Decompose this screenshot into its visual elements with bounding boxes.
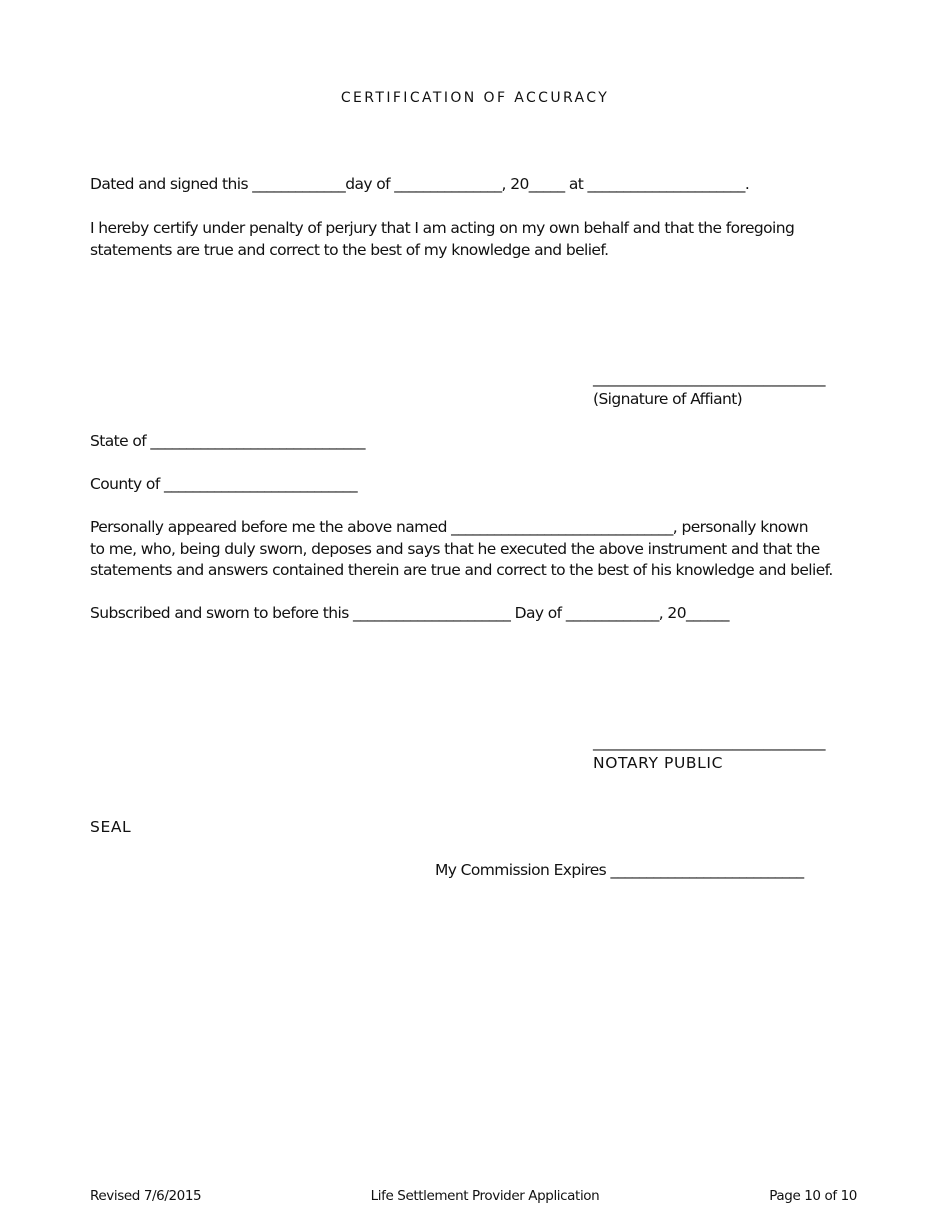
seal-label: SEAL [90, 818, 132, 836]
page-title: CERTIFICATION OF ACCURACY [340, 90, 610, 106]
appeared-line-3: statements and answers contained therein are true and correct to the best of his knowledge and belief. [90, 561, 833, 579]
appeared-line-1: Personally appeared before me the above named _______________________________, personally known [90, 518, 808, 536]
dated-signed-line: Dated and signed this _____________day of _______________, 20_____ at ______________________. [90, 175, 750, 193]
affiant-signature-label: (Signature of Affiant) [593, 390, 743, 408]
appeared-line-2: to me, who, being duly sworn, deposes and says that he executed the above instrument and that the [90, 539, 820, 558]
footer-document-title: Life Settlement Provider Application [370, 1188, 600, 1204]
footer-page-number: Page 10 of 10 [769, 1188, 857, 1204]
county-of-line: County of ___________________________ [90, 475, 358, 493]
certify-line-2: statements are true and correct to the best of my knowledge and belief. [90, 240, 609, 259]
state-of-line: State of ______________________________ [90, 432, 365, 450]
affiant-signature-line: ______________________________ [593, 369, 826, 387]
notary-signature-line: ______________________________ [593, 733, 826, 751]
certify-statement [90, 218, 865, 261]
subscribed-sworn-line: Subscribed and sworn to before this ______________________ Day of _____________, 20______ [90, 604, 729, 622]
certify-line-1: I hereby certify under penalty of perjury that I am acting on my own behalf and that the foregoing [90, 219, 795, 237]
commission-expires-line: My Commission Expires ___________________________ [435, 861, 804, 879]
notary-public-label: NOTARY PUBLIC [593, 754, 723, 772]
personal-appearance-statement [90, 517, 865, 582]
footer-revised-date: Revised 7/6/2015 [90, 1188, 202, 1204]
